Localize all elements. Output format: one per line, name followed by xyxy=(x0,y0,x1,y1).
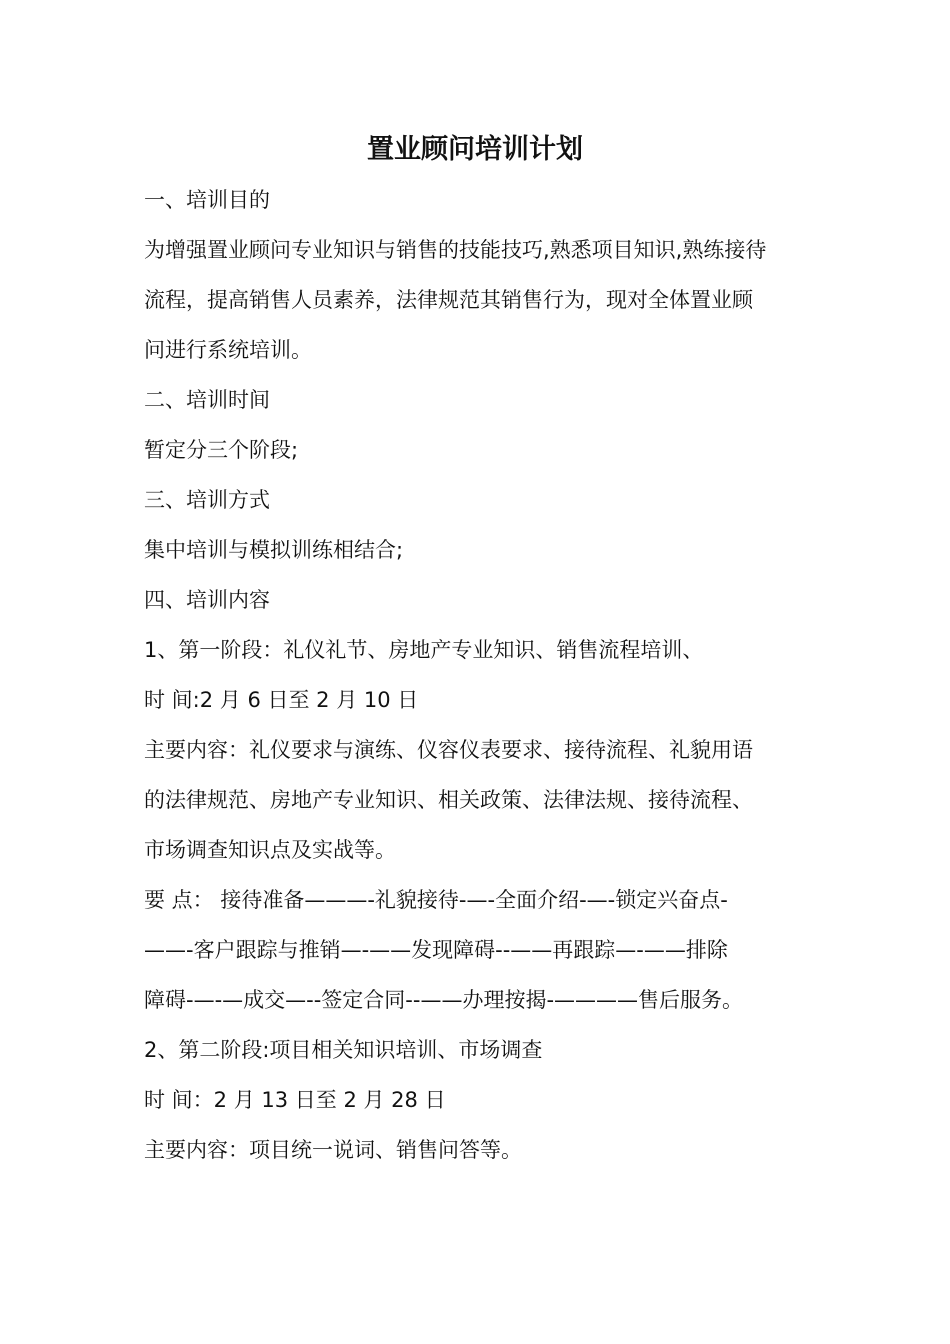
phase-two-time: 时 间：2 月 13 日至 2 月 28 日 xyxy=(144,1088,446,1112)
paragraph-line: 的法律规范、房地产专业知识、相关政策、法律法规、接待流程、 xyxy=(144,788,753,812)
paragraph-line: 市场调查知识点及实战等。 xyxy=(144,838,396,862)
paragraph-line: 主要内容：项目统一说词、销售问答等。 xyxy=(144,1138,522,1162)
document-title: 置业顾问培训计划 xyxy=(367,134,583,165)
section-heading-method: 三、培训方式 xyxy=(144,488,270,512)
paragraph-line: 为增强置业顾问专业知识与销售的技能技巧,熟悉项目知识,熟练接待 xyxy=(144,238,767,262)
section-heading-time: 二、培训时间 xyxy=(144,388,270,412)
paragraph-line: 流程，提高销售人员素养，法律规范其销售行为，现对全体置业顾 xyxy=(144,288,753,312)
paragraph-line: 问进行系统培训。 xyxy=(144,338,312,362)
paragraph-line: 主要内容：礼仪要求与演练、仪容仪表要求、接待流程、礼貌用语 xyxy=(144,738,753,762)
paragraph-line: 暂定分三个阶段; xyxy=(144,438,299,462)
key-points-line: 要 点： 接待准备———-礼貌接待-—-全面介绍-—-锁定兴奋点- xyxy=(144,888,728,912)
paragraph-line: 集中培训与模拟训练相结合; xyxy=(144,538,404,562)
section-heading-purpose: 一、培训目的 xyxy=(144,188,270,212)
phase-two-heading: 2、第二阶段:项目相关知识培训、市场调查 xyxy=(144,1038,543,1062)
key-points-line: 障碍-—-—成交—--签定合同--——办理按揭-————售后服务。 xyxy=(144,988,744,1012)
section-heading-content: 四、培训内容 xyxy=(144,588,270,612)
document-body xyxy=(144,180,814,1180)
phase-one-heading: 1、第一阶段：礼仪礼节、房地产专业知识、销售流程培训、 xyxy=(144,638,704,662)
phase-one-time: 时 间:2 月 6 日至 2 月 10 日 xyxy=(144,688,419,712)
key-points-line: ——-客户跟踪与推销—-——发现障碍--——再跟踪—-——排除 xyxy=(144,938,728,962)
